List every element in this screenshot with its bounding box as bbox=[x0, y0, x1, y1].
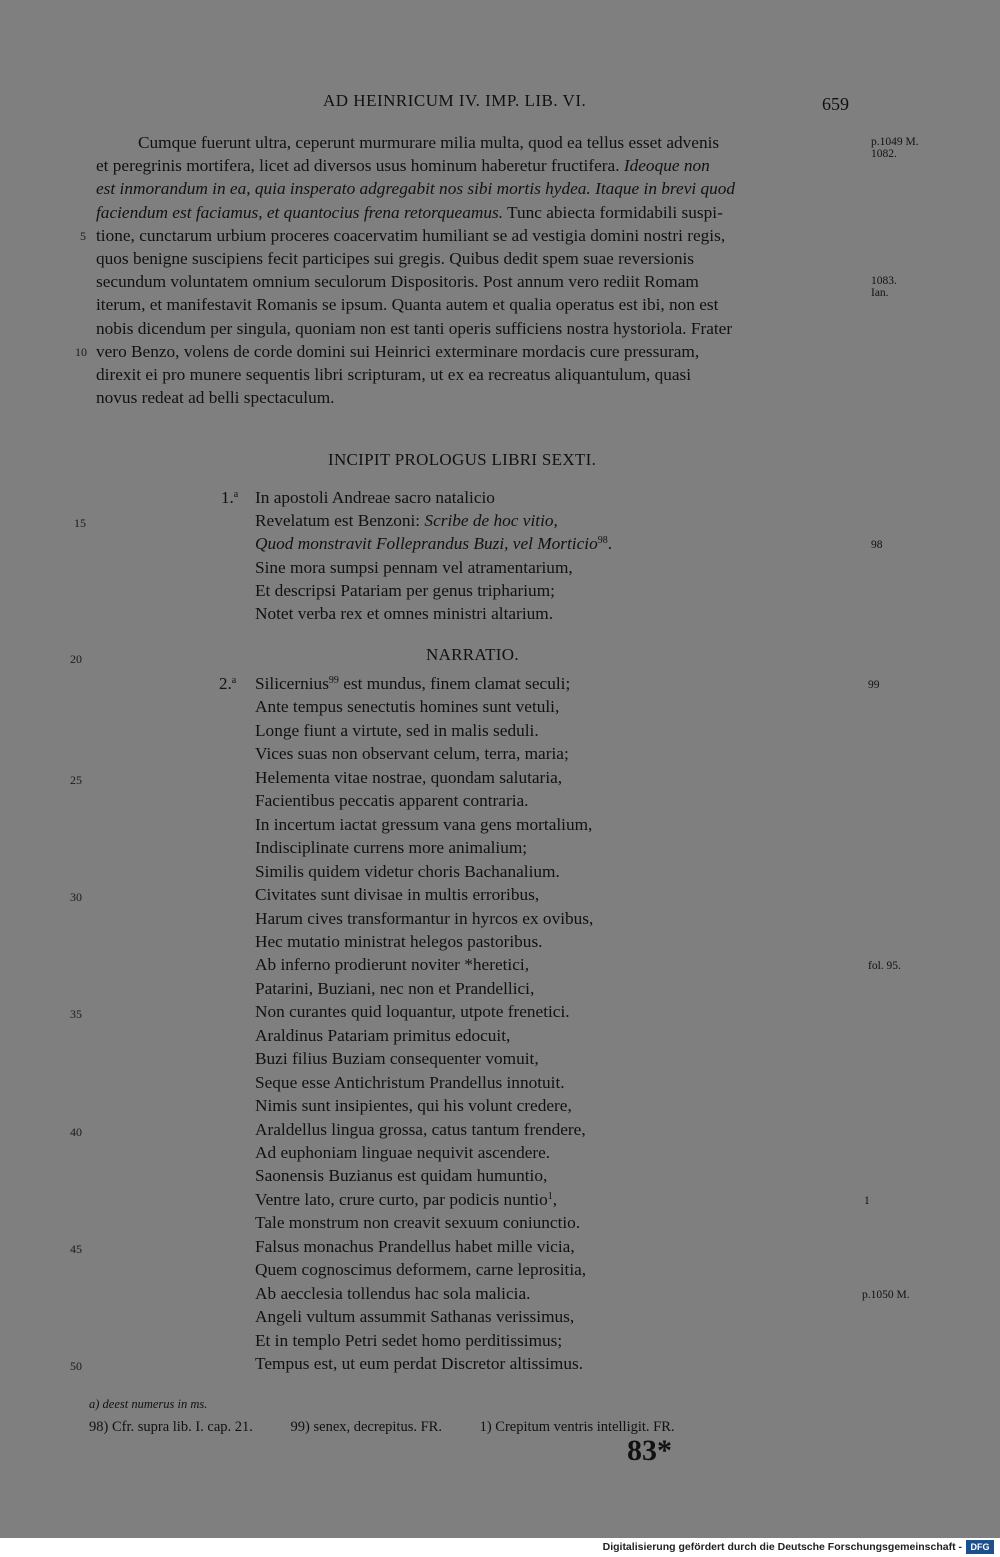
text-fragment: faciendum est faciamus, et quantocius frena retorqueamus. bbox=[96, 202, 504, 222]
verse-line bbox=[255, 1260, 586, 1280]
verse-line bbox=[255, 932, 543, 952]
text-fragment: Quod monstravit Folleprandus Buzi, vel Morticio bbox=[255, 534, 598, 554]
text-fragment: . bbox=[607, 534, 613, 554]
text-fragment: Scribe de hoc vitio, bbox=[424, 511, 558, 531]
text-fragment: In apostoli Andreae sacro natalicio bbox=[255, 488, 495, 507]
text-fragment: Et in templo Petri sedet homo perditissimus; bbox=[255, 1330, 563, 1350]
verse-line bbox=[255, 1096, 572, 1116]
text-fragment: Civitates sunt divisae in multis erroribus, bbox=[255, 885, 540, 905]
verse-line bbox=[255, 1331, 562, 1351]
line-number: 45 bbox=[70, 1241, 82, 1256]
line-number: 35 bbox=[70, 1007, 82, 1022]
text-fragment: Hec mutatio ministrat helegos pastoribus. bbox=[255, 931, 543, 951]
text-fragment: Tale monstrum non creavit sexuum coniunctio. bbox=[255, 1213, 581, 1233]
verse-line bbox=[255, 1143, 550, 1163]
text-fragment: novus redeat ad belli spectaculum. bbox=[96, 388, 335, 408]
page-number: 659 bbox=[822, 94, 849, 114]
verse-line bbox=[255, 1190, 557, 1210]
footnote-99: 99) senex, decrepitus. FR. bbox=[290, 1419, 442, 1435]
line-number: 20 bbox=[70, 652, 82, 666]
text-fragment: Ab aecclesia tollendus hac sola malicia. bbox=[255, 1283, 531, 1303]
verse-line bbox=[255, 1166, 547, 1186]
text-fragment: Tunc abiecta formidabili suspi- bbox=[503, 202, 723, 222]
text-fragment: Patarini, Buziani, nec non et Prandellici, bbox=[255, 978, 535, 998]
text-fragment: et peregrinis mortifera, licet ad diversos usus hominum haberetur fructifera. bbox=[96, 156, 624, 176]
prose-line bbox=[138, 131, 719, 154]
text-fragment: iterum, et manifestavit Romanis se ipsum. Quanta autem et qualia operatus est ibi, non est bbox=[96, 295, 719, 315]
verse-line bbox=[255, 744, 569, 764]
text-fragment: secundum voluntatem omnium seculorum Dispositoris. Post annum vero rediit Romam bbox=[96, 272, 699, 292]
text-fragment: Seque esse Antichristum Prandellus innotuit. bbox=[255, 1072, 565, 1092]
prose-line bbox=[96, 317, 732, 340]
verse-line bbox=[255, 581, 555, 601]
text-fragment: Non curantes quid loquantur, utpote frenetici. bbox=[255, 1002, 570, 1022]
text-fragment: Vices suas non observant celum, terra, maria; bbox=[255, 744, 569, 764]
verse-line bbox=[255, 1073, 565, 1093]
text-fragment: In incertum iactat gressum vana gens mortalium, bbox=[255, 814, 593, 834]
footnote-a: a) deest numerus in ms. bbox=[89, 1397, 208, 1411]
prose-line bbox=[96, 177, 735, 200]
verse-number-sup: a bbox=[233, 489, 239, 500]
prose-line bbox=[96, 340, 699, 363]
text-fragment: Quem cognoscimus deformem, carne leprositia, bbox=[255, 1260, 587, 1280]
prose-line bbox=[96, 386, 335, 409]
line-number: 5 bbox=[80, 228, 86, 243]
text-fragment: Tempus est, ut eum perdat Discretor altissimus. bbox=[255, 1354, 584, 1374]
text-fragment: Angeli vultum assummit Sathanas verissimus, bbox=[255, 1307, 575, 1327]
margin-note: p.1050 M. bbox=[862, 1288, 910, 1301]
verse-line bbox=[255, 815, 592, 835]
verse-line bbox=[255, 862, 560, 882]
verse-line bbox=[255, 1307, 574, 1327]
text-fragment: quos benigne suscipiens fecit participes sui gregis. Quibus dedit spem suae reversionis bbox=[96, 249, 695, 268]
margin-note: 1082. bbox=[871, 148, 897, 161]
verse-line bbox=[255, 1002, 570, 1022]
verse-number bbox=[219, 674, 236, 694]
verse-line bbox=[255, 488, 495, 508]
text-fragment: Indisciplinate currens more animalium; bbox=[255, 838, 528, 858]
text-fragment: Ad euphoniam linguae nequivit ascendere. bbox=[255, 1143, 551, 1162]
footnotes bbox=[89, 1419, 709, 1436]
verse-line bbox=[255, 1354, 583, 1374]
margin-note: 1 bbox=[864, 1194, 870, 1207]
margin-note: 99 bbox=[868, 679, 880, 691]
text-fragment: Silicernius bbox=[255, 674, 329, 693]
text-fragment: Et descripsi Patariam per genus tripharium; bbox=[255, 580, 555, 600]
text-fragment: 98 bbox=[597, 535, 608, 547]
verse-number-text: 1. bbox=[221, 488, 234, 507]
dfg-logo-icon: DFG bbox=[966, 1540, 994, 1554]
verse-line bbox=[255, 1284, 530, 1304]
text-fragment: Ventre lato, crure curto, par podicis nuntio bbox=[255, 1189, 548, 1209]
line-number: 25 bbox=[70, 772, 82, 787]
verse-line bbox=[255, 909, 593, 929]
narratio-heading: NARRATIO. bbox=[426, 645, 519, 664]
verse-number bbox=[221, 488, 238, 508]
verse-number-text: 2. bbox=[219, 674, 232, 693]
line-number: 15 bbox=[74, 516, 86, 531]
prose-line bbox=[96, 363, 691, 386]
margin-note: 98 bbox=[871, 539, 883, 552]
text-fragment: , bbox=[552, 1189, 558, 1209]
text-fragment: Nimis sunt insipientes, qui his volunt credere, bbox=[255, 1096, 572, 1116]
text-fragment: Araldinus Patariam primitus edocuit, bbox=[255, 1025, 511, 1045]
text-fragment: 99 bbox=[328, 675, 339, 686]
verse-line bbox=[255, 558, 573, 578]
verse-line bbox=[255, 1026, 510, 1046]
text-fragment: direxit ei pro munere sequentis libri scripturam, ut ex ea recreatus aliquantulum, quasi bbox=[96, 365, 692, 384]
text-fragment: Saonensis Buzianus est quidam humuntio, bbox=[255, 1166, 548, 1186]
text-fragment: Facientibus peccatis apparent contraria. bbox=[255, 791, 529, 811]
text-fragment: Helementa vitae nostrae, quondam salutaria, bbox=[255, 767, 563, 787]
verse-line bbox=[255, 534, 612, 554]
verse-line bbox=[255, 885, 539, 905]
prose-line bbox=[96, 270, 699, 293]
verse-line bbox=[255, 838, 527, 858]
margin-note: 1083. bbox=[871, 275, 897, 288]
prose-line bbox=[96, 201, 723, 224]
verse-line bbox=[255, 791, 529, 811]
verse-line bbox=[255, 768, 562, 788]
line-number: 30 bbox=[70, 890, 82, 905]
footer-bar bbox=[0, 1538, 1000, 1557]
text-fragment: Revelatum est Benzoni: bbox=[255, 511, 425, 531]
footnote-1: 1) Crepitum ventris intelligit. FR. bbox=[479, 1419, 675, 1435]
text-fragment: Cumque fuerunt ultra, ceperunt murmurare milia multa, quod ea tellus esset advenis bbox=[138, 133, 720, 152]
text-fragment: Longe fiunt a virtute, sed in malis seduli. bbox=[255, 720, 539, 740]
signature-mark: 83* bbox=[627, 1434, 672, 1467]
text-fragment: Ab inferno prodierunt noviter *heretici, bbox=[255, 955, 530, 975]
text-fragment: Ideoque non bbox=[623, 156, 710, 176]
verse-line bbox=[255, 697, 559, 717]
line-number: 10 bbox=[75, 344, 87, 359]
verse-line bbox=[255, 604, 553, 624]
verse-line bbox=[255, 1120, 586, 1140]
dfg-credit: Digitalisierung gefördert durch die Deutsche Forschungsgemeinschaft - bbox=[602, 1541, 962, 1553]
margin-note: p.1049 M. bbox=[871, 136, 919, 148]
text-fragment: Buzi filius Buziam consequenter vomuit, bbox=[255, 1049, 539, 1069]
verse-line bbox=[255, 674, 570, 694]
text-fragment: Falsus monachus Prandellus habet mille vicia, bbox=[255, 1236, 575, 1256]
running-header: AD HEINRICUM IV. IMP. LIB. VI. bbox=[323, 91, 587, 110]
text-fragment: tione, cunctarum urbium proceres coacervatim humiliant se ad vestigia domini nostri regis, bbox=[96, 225, 726, 245]
text-fragment: Araldellus lingua grossa, catus tantum frendere, bbox=[255, 1119, 586, 1139]
verse-line bbox=[255, 721, 539, 741]
margin-note: fol. 95. bbox=[868, 960, 901, 973]
prose-line bbox=[96, 247, 694, 270]
footnote-98: 98) Cfr. supra lib. I. cap. 21. bbox=[89, 1419, 253, 1435]
prose-line bbox=[96, 224, 725, 247]
verse-line bbox=[255, 979, 534, 999]
text-fragment: Ante tempus senectutis homines sunt vetuli, bbox=[255, 697, 560, 717]
text-fragment: 1 bbox=[547, 1190, 553, 1202]
prose-line bbox=[96, 293, 718, 316]
verse-line bbox=[255, 511, 558, 531]
verse-line bbox=[255, 1213, 580, 1233]
text-fragment: est mundus, finem clamat seculi; bbox=[338, 674, 571, 693]
text-fragment: nobis dicendum per singula, quoniam non est tanti operis sufficiens nostra hystoriola. Frater bbox=[96, 318, 733, 338]
text-fragment: Sine mora sumpsi pennam vel atramentarium, bbox=[255, 557, 573, 577]
prose-line bbox=[96, 154, 710, 177]
text-fragment: Harum cives transformantur in hyrcos ex ovibus, bbox=[255, 908, 594, 928]
prologue-heading: INCIPIT PROLOGUS LIBRI SEXTI. bbox=[328, 450, 597, 469]
text-fragment: est inmorandum in ea, quia insperato adgregabit nos sibi mortis hydea. Itaque in brevi quod bbox=[96, 179, 736, 199]
text-fragment: Notet verba rex et omnes ministri altarium. bbox=[255, 604, 554, 623]
text-fragment: vero Benzo, volens de corde domini sui Heinrici exterminare mordacis cure pressuram, bbox=[96, 341, 700, 361]
verse-line bbox=[255, 955, 529, 975]
line-number: 40 bbox=[70, 1124, 82, 1139]
verse-line bbox=[255, 1049, 539, 1069]
line-number: 50 bbox=[70, 1359, 82, 1374]
verse-line bbox=[255, 1237, 575, 1257]
margin-note: Ian. bbox=[871, 287, 889, 300]
text-fragment: Similis quidem videtur choris Bachanalium. bbox=[255, 861, 560, 881]
verse-number-sup: a bbox=[231, 675, 237, 686]
